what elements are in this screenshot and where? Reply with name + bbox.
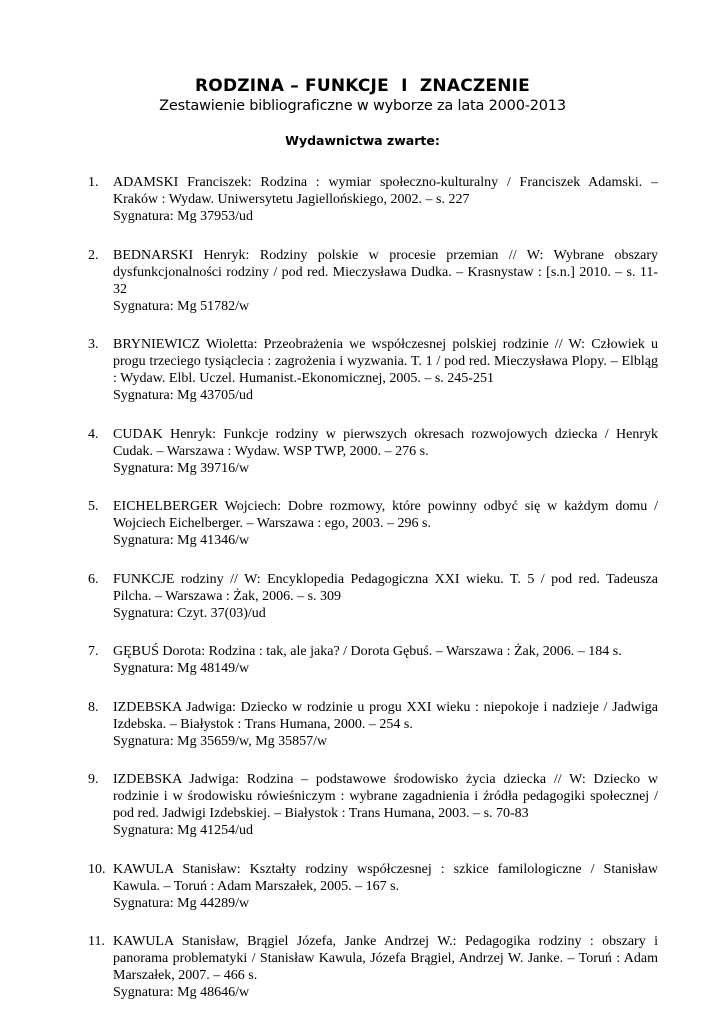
- entry-citation: ADAMSKI Franciszek: Rodzina : wymiar społeczno-kulturalny / Franciszek Adamski. – Kraków : Wydaw. Uniwersytetu Jagiellońskiego, 2002. – s. 227: [113, 175, 658, 207]
- entry-signature: Sygnatura: Mg 41254/ud: [113, 823, 253, 838]
- entry-number: 4.: [88, 426, 99, 442]
- entry-number: 9.: [88, 772, 99, 787]
- entry-number: 8.: [88, 699, 99, 715]
- entry-signature: Sygnatura: Czyt. 37(03)/ud: [113, 605, 266, 621]
- document-title: RODZINA – FUNKCJE I ZNACZENIE: [195, 76, 530, 96]
- entry-citation: IZDEBSKA Jadwiga: Rodzina – podstawowe środowisko życia dziecka // W: Dziecko w rodzinie i w środowisku rówieśniczym : wybrane zagadnienia i źródła pedagogiki społecznej / pod red. Jadwigi Izdebskiej. – Białystok : Trans Humana, 2003. – s. 70-83: [113, 772, 658, 821]
- bibliography-entry: [88, 247, 658, 315]
- entry-citation: KAWULA Stanisław: Kształty rodziny współczesnej : szkice familologiczne / Stanisław Kawula. – Toruń : Adam Marszałek, 2005. – 167 s.: [113, 861, 658, 894]
- entry-citation: EICHELBERGER Wojciech: Dobre rozmowy, które powinny odbyć się w każdym domu / Wojciech Eichelberger. – Warszawa : ego, 2003. – 296 s.: [113, 499, 658, 531]
- entry-signature: Sygnatura: Mg 41346/w: [113, 533, 250, 548]
- entry-number: 7.: [88, 644, 99, 659]
- entry-signature: Sygnatura: Mg 44289/w: [113, 895, 250, 911]
- bibliography-entry: [88, 699, 658, 750]
- entry-number: 5.: [88, 499, 99, 514]
- entry-signature: Sygnatura: Mg 39716/w: [113, 460, 250, 476]
- bibliography-entry: [88, 174, 658, 225]
- entry-signature: Sygnatura: Mg 48149/w: [113, 661, 250, 676]
- entry-citation: IZDEBSKA Jadwiga: Dziecko w rodzinie u progu XXI wieku : niepokoje i nadzieje / Jadwiga Izdebska. – Białystok : Trans Humana, 2000. – 254 s.: [113, 699, 658, 732]
- entry-citation: BRYNIEWICZ Wioletta: Przeobrażenia we współczesnej polskiej rodzinie // W: Człowiek u progu trzeciego tysiąclecia : zagrożenia i wyzwania. T. 1 / pod red. Mieczysława Plopy. – Elbląg : Wydaw. Elbl. Uczel. Humanist.-Ekonomicznej, 2005. – s. 245-251: [113, 337, 658, 386]
- entry-number: 11.: [88, 934, 105, 949]
- bibliography-entry: [88, 771, 658, 839]
- entry-signature: Sygnatura: Mg 48646/w: [113, 985, 250, 1000]
- entry-signature: Sygnatura: Mg 35659/w, Mg 35857/w: [113, 733, 328, 749]
- bibliography-entry: [88, 933, 658, 1001]
- section-heading: Wydawnictwa zwarte:: [285, 133, 440, 148]
- entry-number: 2.: [88, 247, 99, 263]
- entry-number: 6.: [88, 571, 99, 587]
- entry-signature: Sygnatura: Mg 51782/w: [113, 298, 250, 314]
- entry-number: 3.: [88, 337, 99, 352]
- entry-citation: KAWULA Stanisław, Brągiel Józefa, Janke Andrzej W.: Pedagogika rodziny : obszary i panorama problematyki / Stanisław Kawula, Józefa Brągiel, Andrzej W. Janke. – Toruń : Adam Marszałek, 2007. – 466 s.: [113, 934, 658, 983]
- entry-citation: FUNKCJE rodziny // W: Encyklopedia Pedagogiczna XXI wieku. T. 5 / pod red. Tadeusza Pilcha. – Warszawa : Żak, 2006. – s. 309: [113, 571, 658, 604]
- bibliography-entry: [88, 861, 658, 912]
- entry-signature: Sygnatura: Mg 43705/ud: [113, 388, 253, 403]
- entry-number: 1.: [88, 175, 99, 190]
- entry-citation: BEDNARSKI Henryk: Rodziny polskie w procesie przemian // W: Wybrane obszary dysfunkcjonalności rodziny / pod red. Mieczysława Dudka. – Krasnystaw : [s.n.] 2010. – s. 11-32: [113, 247, 658, 297]
- entry-citation: CUDAK Henryk: Funkcje rodziny w pierwszych okresach rozwojowych dziecka / Henryk Cudak. – Warszawa : Wydaw. WSP TWP, 2000. – 276 s.: [113, 426, 658, 459]
- entry-number: 10.: [88, 861, 106, 877]
- bibliography-entry: [88, 498, 658, 549]
- entry-citation: GĘBUŚ Dorota: Rodzina : tak, ale jaka? / Dorota Gębuś. – Warszawa : Żak, 2006. – 184 s.: [113, 644, 622, 659]
- document-subtitle: Zestawienie bibliograficzne w wyborze za lata 2000-2013: [159, 98, 566, 114]
- bibliography-entry: [88, 643, 658, 677]
- bibliography-entry: [88, 336, 658, 404]
- bibliography-entry: [88, 426, 658, 477]
- entry-signature: Sygnatura: Mg 37953/ud: [113, 209, 253, 224]
- bibliography-entry: [88, 571, 658, 622]
- bibliography-list: [88, 174, 658, 1023]
